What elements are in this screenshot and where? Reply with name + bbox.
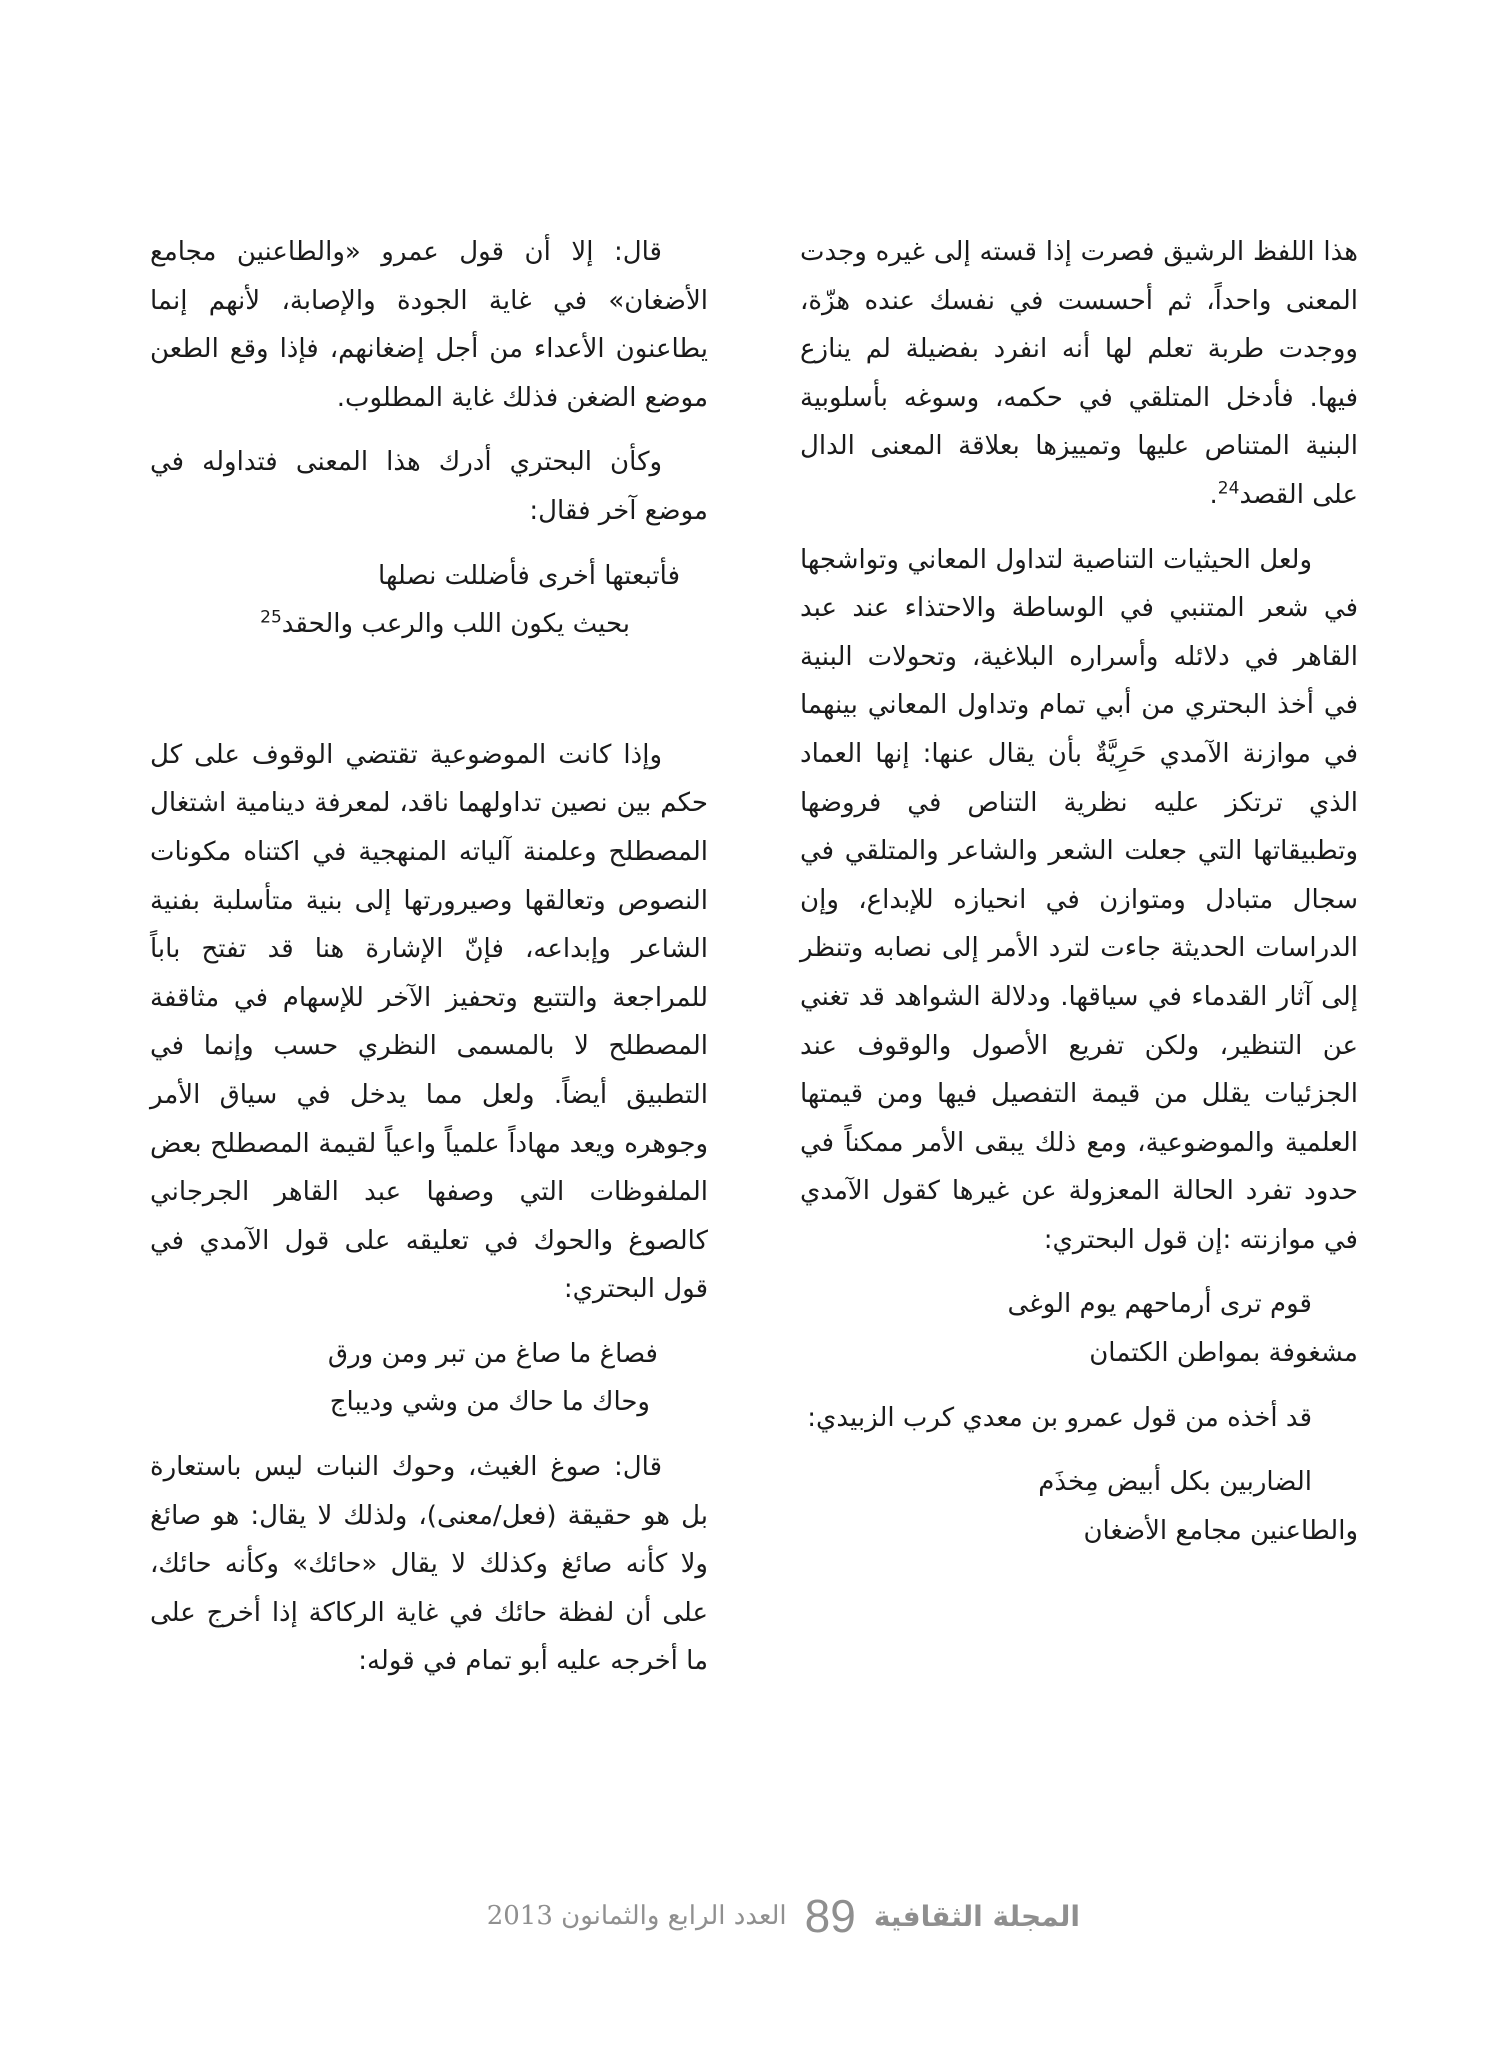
body-paragraph: قال: إلا أن قول عمرو «والطاعنين مجامع الأضغان» في غاية الجودة والإصابة، لأنهم إنما يطاعنون الأعداء من أجل إضغانهم، فإذا وقع الطعن موضع الضغن فذلك غاية المطلوب. (150, 237, 708, 413)
footnote-marker[interactable]: 24 (1217, 478, 1240, 499)
page-number: 89 (804, 1890, 856, 1942)
body-paragraph: وكأن البحتري أدرك هذا المعنى فتداوله في موضع آخر فقال: (150, 447, 708, 526)
right-column (800, 228, 1358, 1555)
page-footer (440, 1886, 1080, 1946)
left-column (150, 228, 708, 1686)
verse-line: مشغوفة بمواطن الكتمان (1089, 1338, 1358, 1369)
verse-line: وحاك ما حاك من وشي وديباج (329, 1387, 650, 1418)
body-paragraph: قد أخذه من قول عمرو بن معدي كرب الزبيدي: (807, 1402, 1312, 1433)
verse-line: والطاعنين مجامع الأضغان (1083, 1515, 1358, 1546)
verse-line (150, 600, 708, 649)
body-paragraph (800, 228, 1358, 520)
body-paragraph: قال: صوغ الغيث، وحوك النبات ليس باستعارة بل هو حقيقة (فعل/معنى)، ولذلك لا يقال: هو صائغ ولا كأنه صائغ وكذلك لا يقال «حائك» وكأنه حائك، على أن لفظة حائك في غاية الركاكة إذا أخرج على ما أخرجه عليه أبو تمام في قوله: (150, 1452, 708, 1677)
issue-label: العدد الرابع والثمانون 2013 (486, 1901, 787, 1931)
verse-text: بحيث يكون اللب والرعب والحقد (281, 609, 630, 640)
footnote-marker[interactable]: 25 (260, 607, 282, 628)
verse-line: قوم ترى أرماحهم يوم الوغى (1007, 1289, 1312, 1320)
verse-line: الضاربين بكل أبيض مِخذَم (1038, 1467, 1312, 1498)
magazine-name: المجلة الثقافية (873, 1899, 1080, 1933)
paragraph-end: . (1209, 479, 1218, 510)
body-paragraph: ولعل الحيثيات التناصية لتداول المعاني وتواشجها في شعر المتنبي في الوساطة والاحتذاء عند عبد القاهر في دلائله وأسراره البلاغية، وتحولات البنية في أخذ البحتري من أبي تمام وتداول المعاني بينهما في موازنة الآمدي حَرِيَّةٌ بأن يقال عنها: إنها العماد الذي ترتكز عليه نظرية التناص في فروضها وتطبيقاتها التي جعلت الشعر والشاعر والمتلقي في سجال متبادل ومتوازن في انحيازه للإبداع، وإن الدراسات الحديثة جاءت لترد الأمر إلى نصابه وتنظر إلى آثار القدماء في سياقها. ودلالة الشواهد قد تغني عن التنظير، ولكن تفريع الأصول والوقوف عند الجزئيات يقلل من قيمة التفصيل فيها ومن قيمتها العلمية والموضوعية، ومع ذلك يبقى الأمر ممكناً في حدود تفرد الحالة المعزولة عن غيرها كقول الآمدي في موازنته :إن قول البحتري: (800, 544, 1358, 1255)
verse-line: فصاغ ما صاغ من تبر ومن ورق (327, 1338, 658, 1369)
body-paragraph: وإذا كانت الموضوعية تقتضي الوقوف على كل حكم بين نصين تداولهما ناقد، لمعرفة دينامية اشتغال المصطلح وعلمنة آلياته المنهجية في اكتناه مكونات النصوص وتعالقها وصيرورتها إلى بنية متأسلبة بفنية الشاعر وإبداعه، فإنّ الإشارة هنا قد تفتح باباً للمراجعة والتتبع وتحفيز الآخر للإسهام في مثاقفة المصطلح لا بالمسمى النظري حسب وإنما في التطبيق أيضاً. ولعل مما يدخل في سياق الأمر وجوهره ويعد مهاداً علمياً واعياً لقيمة المصطلح بعض الملفوظات التي وصفها عبد القاهر الجرجاني كالصوغ والحوك في تعليقه على قول الآمدي في قول البحتري: (150, 739, 708, 1305)
verse-line: فأتبعتها أخرى فأضللت نصلها (378, 560, 680, 591)
paragraph-text: هذا اللفظ الرشيق فصرت إذا قسته إلى غيره وجدت المعنى واحداً، ثم أحسست في نفسك عنده هزّة، ووجدت طربة تعلم لها أنه انفرد بفضيلة لم ينازع فيها. فأدخل المتلقي في حكمه، وسوغه بأسلوبية البنية المتناص عليها وتمييزها بعلاقة المعنى الدال على القصد (800, 237, 1358, 510)
